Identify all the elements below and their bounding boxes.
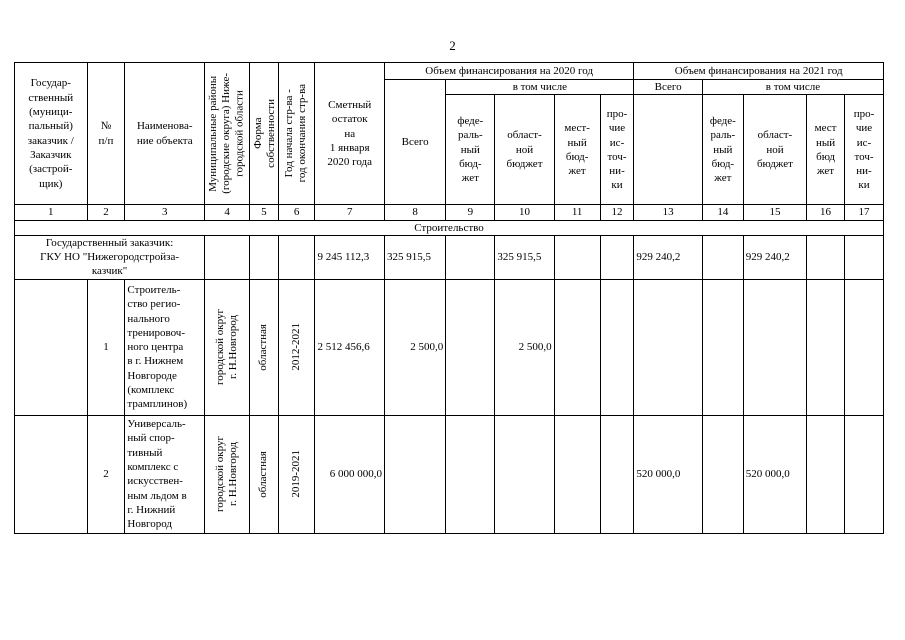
row-balance: 6 000 000,0	[315, 415, 385, 533]
row-regional-2020	[495, 415, 554, 533]
header-no: № п/п	[87, 63, 125, 205]
row-years: 2012-2021	[289, 323, 302, 372]
column-numbers-row	[15, 205, 884, 220]
col-number: 8	[384, 205, 445, 220]
header-ownership: Форма собственности	[252, 99, 278, 169]
row-total-2021: 520 000,0	[634, 415, 702, 533]
header-including-2021: в том числе	[702, 80, 883, 95]
section-title: Строительство	[15, 220, 884, 235]
header-total-2020: Всего	[384, 80, 445, 205]
summary-regional-2021: 929 240,2	[743, 235, 806, 279]
row-regional-2021: 520 000,0	[743, 415, 806, 533]
header-other-2020: про- чие ис- точ- ни- ки	[600, 95, 634, 205]
header-total-2021-empty	[634, 95, 702, 205]
summary-total-2020: 325 915,5	[384, 235, 445, 279]
header-customer: Государ- ственный (муници- пальный) заказчик / Заказчик (застрой- щик)	[15, 63, 88, 205]
table-row	[15, 279, 884, 415]
col-number: 7	[315, 205, 385, 220]
col-number: 12	[600, 205, 634, 220]
row-district-cell	[205, 279, 250, 415]
row-district-cell	[205, 415, 250, 533]
row-district: городской округ г. Н.Новгород	[213, 309, 240, 386]
header-federal-2021: феде- раль- ный бюд- жет	[702, 95, 743, 205]
col-number: 16	[807, 205, 845, 220]
table-row	[15, 415, 884, 533]
col-number: 2	[87, 205, 125, 220]
header-fin2020: Объем финансирования на 2020 год	[384, 63, 633, 80]
row-years: 2019-2021	[289, 450, 302, 499]
financing-table	[14, 62, 884, 534]
col-number: 3	[125, 205, 205, 220]
header-local-2021: мест ный бюд жет	[807, 95, 845, 205]
row-total-2021	[634, 279, 702, 415]
col-number: 15	[743, 205, 806, 220]
header-years: Год начала стр-ва - год окончания стр-ва	[283, 84, 309, 183]
header-ownership-cell	[250, 63, 279, 205]
row-years-cell	[278, 279, 315, 415]
col-number: 9	[446, 205, 495, 220]
page-number: 2	[449, 38, 456, 53]
header-federal-2020: феде- раль- ный бюд- жет	[446, 95, 495, 205]
header-fin2021: Объем финансирования на 2021 год	[634, 63, 884, 80]
col-number: 4	[205, 205, 250, 220]
row-regional-2020: 2 500,0	[495, 279, 554, 415]
header-object-name: Наименова- ние объекта	[125, 63, 205, 205]
row-object-name: Строитель- ство регио- нального тренировоч- ного центра в г. Нижнем Новгороде (комплекс трамплинов)	[125, 279, 205, 415]
row-ownership-cell	[250, 415, 279, 533]
col-number: 13	[634, 205, 702, 220]
summary-total-2021: 929 240,2	[634, 235, 702, 279]
summary-customer: Государственный заказчик: ГКУ НО "Нижегородстройза- казчик"	[15, 235, 205, 279]
row-balance: 2 512 456,6	[315, 279, 385, 415]
col-number: 17	[844, 205, 883, 220]
row-total-2020: 2 500,0	[384, 279, 445, 415]
header-total-2021: Всего	[634, 80, 702, 95]
col-number: 10	[495, 205, 554, 220]
header-years-cell	[278, 63, 315, 205]
row-no: 1	[87, 279, 125, 415]
section-row	[15, 220, 884, 235]
row-total-2020	[384, 415, 445, 533]
header-other-2021: про- чие ис- точ- ни- ки	[844, 95, 883, 205]
col-number: 11	[554, 205, 600, 220]
row-ownership: областная	[257, 323, 270, 371]
row-ownership: областная	[257, 450, 270, 498]
header-balance: Сметный остаток на 1 января 2020 года	[315, 63, 385, 205]
row-years-cell	[278, 415, 315, 533]
header-row-1	[15, 63, 884, 80]
summary-regional-2020: 325 915,5	[495, 235, 554, 279]
row-district: городской округ г. Н.Новгород	[213, 436, 240, 513]
row-no: 2	[87, 415, 125, 533]
col-number: 5	[250, 205, 279, 220]
col-number: 14	[702, 205, 743, 220]
row-regional-2021	[743, 279, 806, 415]
row-ownership-cell	[250, 279, 279, 415]
header-local-2020: мест- ный бюд- жет	[554, 95, 600, 205]
header-including-2020: в том числе	[446, 80, 634, 95]
row-object-name: Универсаль- ный спор- тивный комплекс с искусствен- ным льдом в г. Нижний Новгород	[125, 415, 205, 533]
col-number: 1	[15, 205, 88, 220]
summary-balance: 9 245 112,3	[315, 235, 385, 279]
header-regional-2020: област- ной бюджет	[495, 95, 554, 205]
header-regional-2021: област- ной бюджет	[743, 95, 806, 205]
col-number: 6	[278, 205, 315, 220]
header-districts: Муниципальные районы (городские округа) Ниже- городской области	[207, 73, 246, 195]
summary-row	[15, 235, 884, 279]
header-districts-cell	[205, 63, 250, 205]
